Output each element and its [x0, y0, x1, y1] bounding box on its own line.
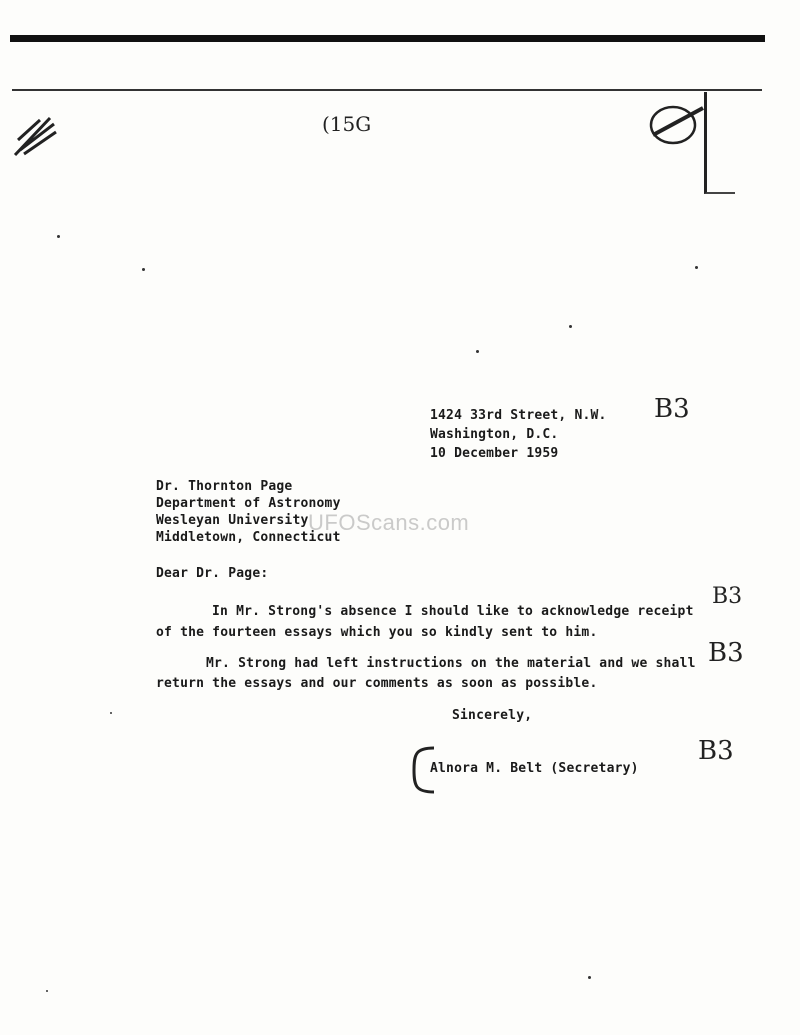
margin-annotation: B3	[698, 736, 734, 766]
margin-annotation: B3	[654, 394, 690, 424]
recipient-department: Department of Astronomy	[156, 496, 341, 511]
sender-street: 1424 33rd Street, N.W.	[430, 408, 607, 423]
scan-rule	[12, 89, 762, 91]
sender-city: Washington, D.C.	[430, 427, 559, 442]
scan-speck	[46, 990, 48, 992]
margin-annotation: B3	[712, 584, 743, 609]
watermark: UFOScans.com	[308, 510, 470, 535]
paragraph-2-line-2: return the essays and our comments as soon as possible.	[156, 676, 598, 691]
salutation: Dear Dr. Page:	[156, 566, 269, 581]
scan-speck	[142, 268, 145, 271]
letter-date: 10 December 1959	[430, 446, 559, 461]
paragraph-1-line-1: In Mr. Strong's absence I should like to acknowledge receipt	[212, 604, 694, 619]
signature-line: Alnora M. Belt (Secretary)	[430, 761, 639, 776]
scan-top-border	[10, 35, 765, 42]
body-paragraph-2	[156, 654, 696, 694]
scan-frame-mark	[704, 92, 735, 194]
scan-speck	[695, 266, 698, 269]
body-paragraph-1	[156, 601, 694, 643]
paragraph-2-line-1: Mr. Strong had left instructions on the material and we shall	[206, 656, 696, 671]
scan-speck	[57, 235, 60, 238]
scan-speck	[110, 712, 112, 714]
scan-speck	[588, 976, 591, 979]
scan-speck	[569, 325, 572, 328]
paragraph-1-line-2: of the fourteen essays which you so kindly sent to him.	[156, 625, 598, 640]
handwritten-scribble-left	[10, 110, 60, 160]
recipient-city: Middletown, Connecticut	[156, 530, 341, 545]
handwritten-oval-mark	[648, 100, 708, 150]
recipient-institution: Wesleyan University	[156, 513, 309, 528]
sender-address-block	[430, 406, 607, 463]
closing: Sincerely,	[452, 708, 533, 723]
margin-annotation: B3	[708, 638, 744, 668]
handwritten-bracket-mark	[408, 744, 438, 796]
scan-speck	[476, 350, 479, 353]
stamp-code: (15G	[322, 112, 372, 136]
recipient-name: Dr. Thornton Page	[156, 479, 293, 494]
